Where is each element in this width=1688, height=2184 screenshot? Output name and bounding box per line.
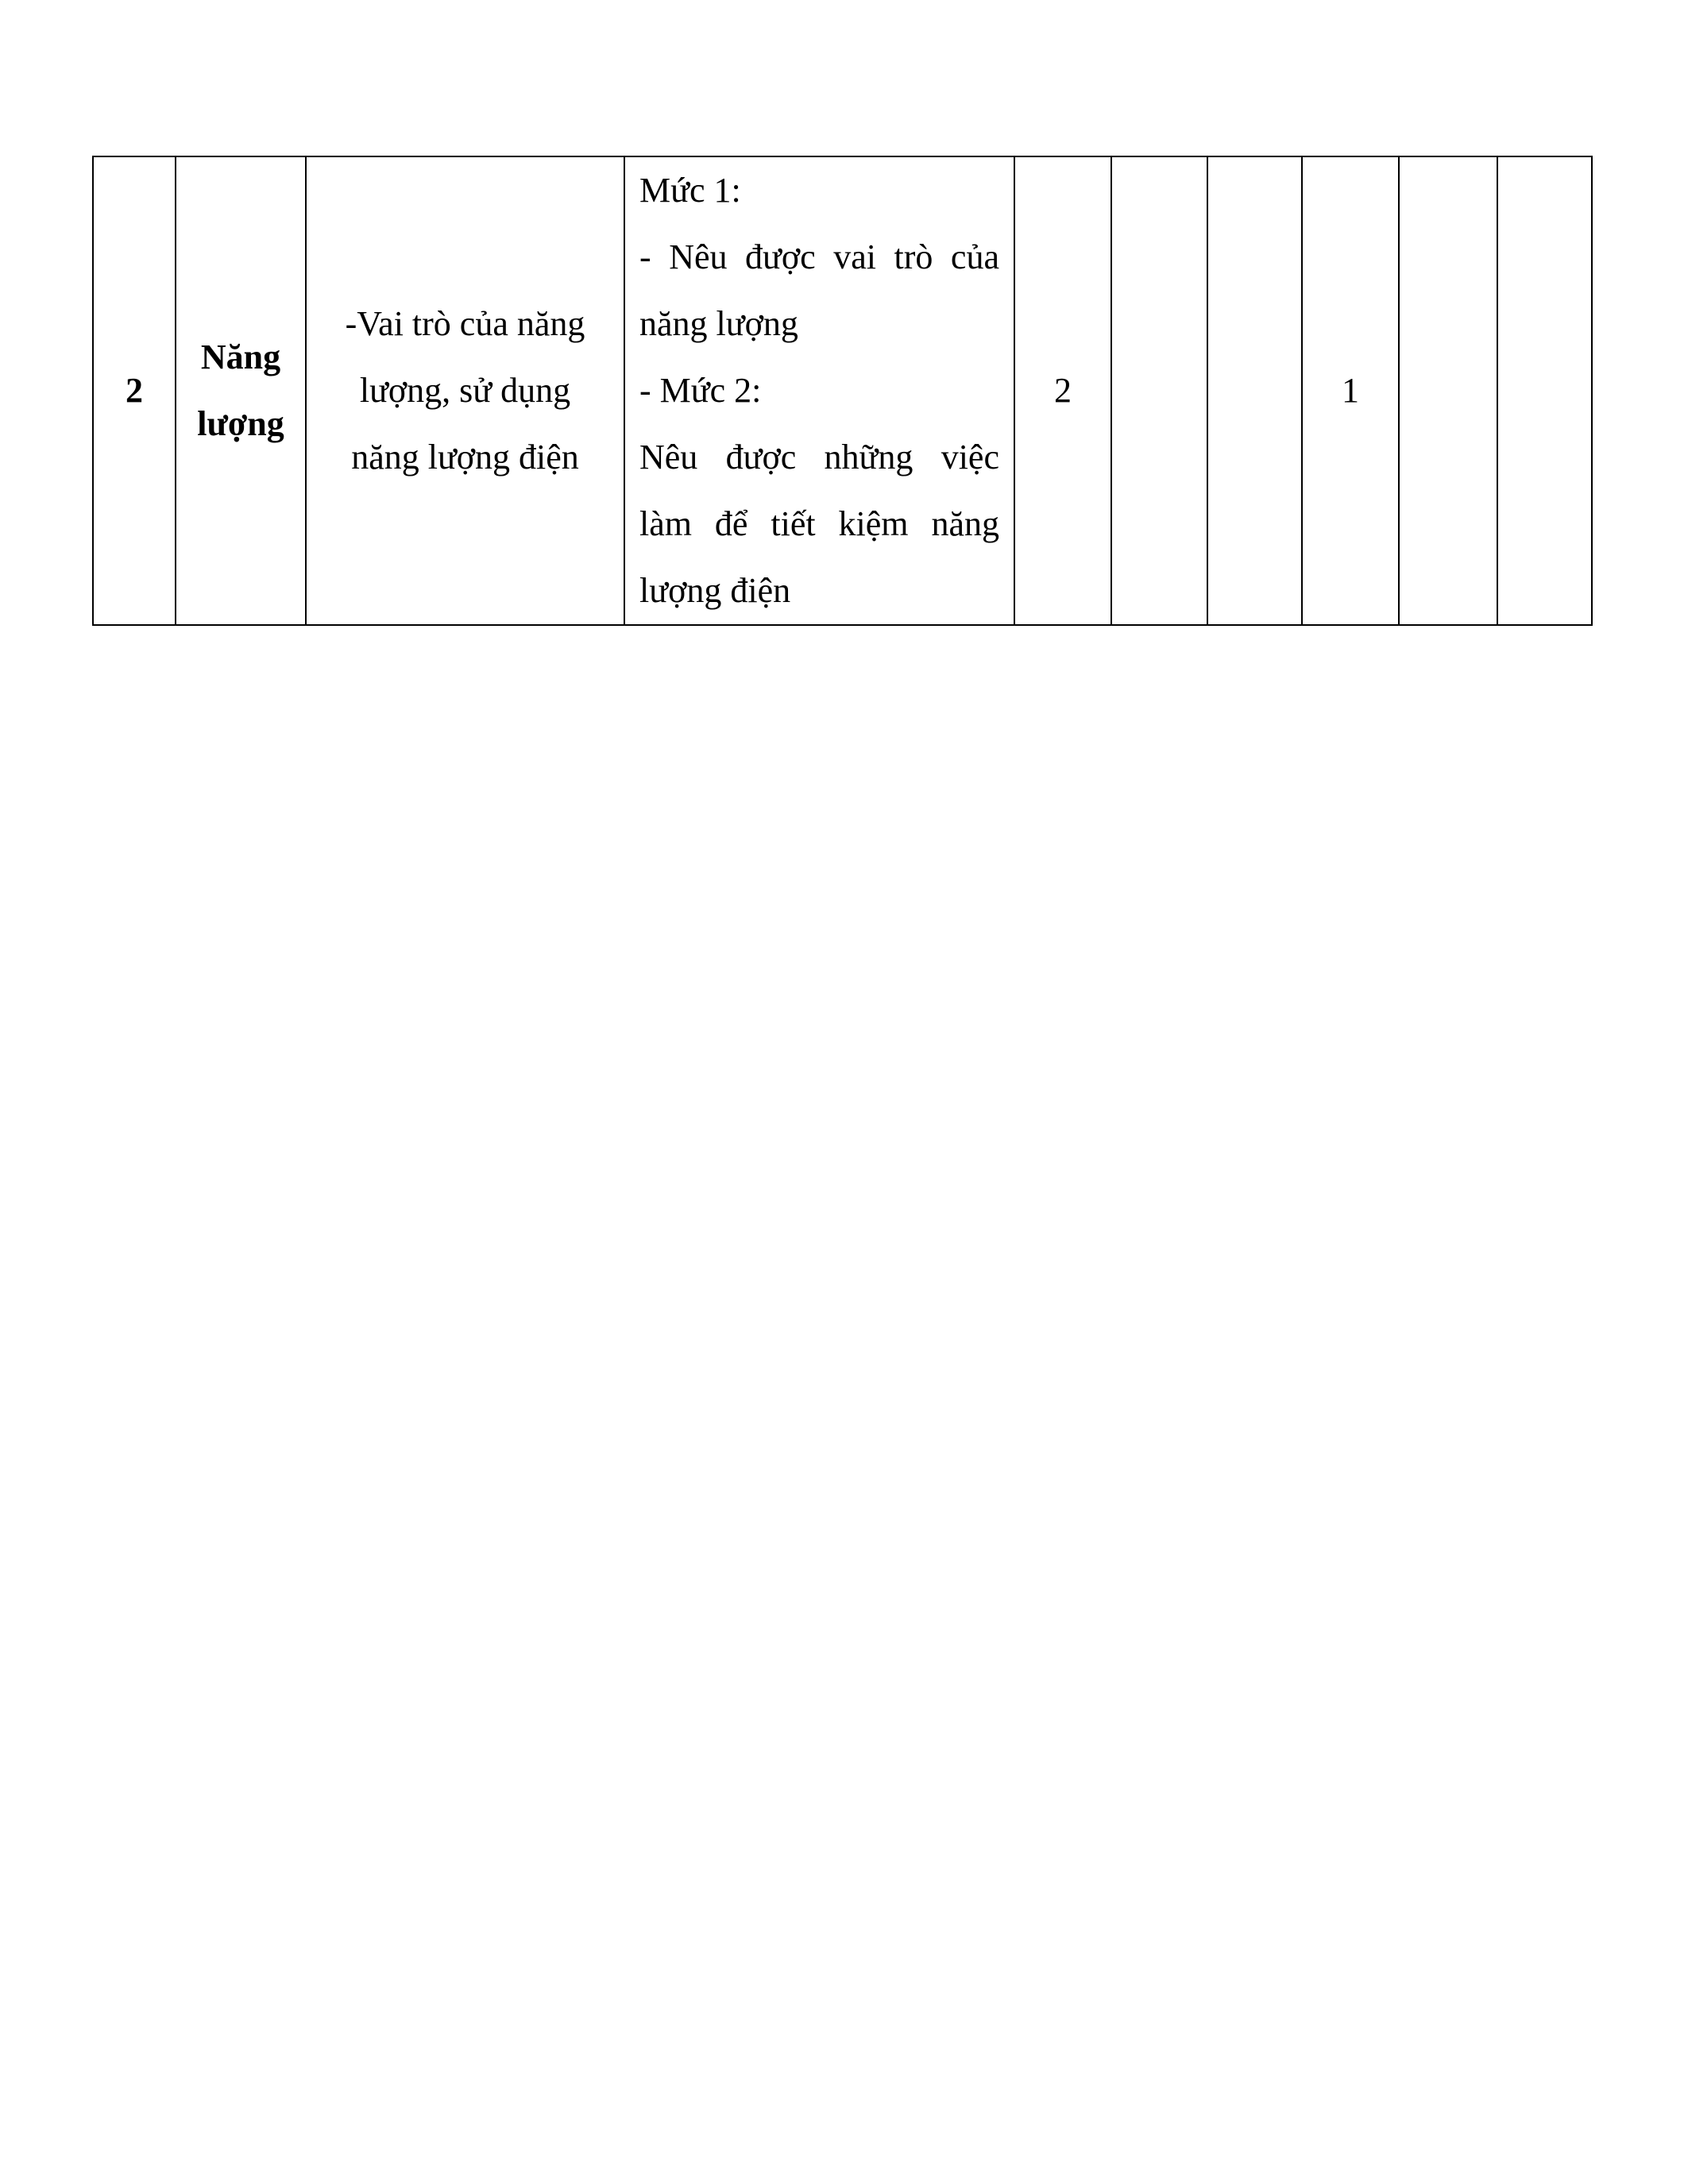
content-cell — [306, 156, 624, 625]
count-cell — [1111, 156, 1207, 625]
count-cell — [1497, 156, 1592, 625]
count-value: 2 — [1054, 371, 1072, 410]
requirement-cell — [624, 156, 1014, 625]
requirement-line: - Mức 2: — [639, 371, 762, 410]
requirement-line: Nêu được những việc — [639, 438, 999, 477]
count-value: 1 — [1342, 371, 1359, 410]
count-cell — [1302, 156, 1399, 625]
requirement-line: năng lượng — [639, 304, 798, 343]
requirement-line: lượng điện — [639, 571, 791, 610]
row-index-cell — [93, 156, 176, 625]
content-line: -Vai trò của năng — [345, 304, 585, 343]
count-cell — [1207, 156, 1302, 625]
content-line: lượng, sử dụng — [359, 371, 571, 410]
topic-cell — [176, 156, 306, 625]
count-cell — [1014, 156, 1111, 625]
count-cell — [1399, 156, 1497, 625]
topic-line: lượng — [197, 404, 284, 443]
requirement-line: làm để tiết kiệm năng — [639, 504, 999, 543]
requirement-line: Mức 1: — [639, 171, 741, 210]
table-row — [93, 156, 1592, 625]
content-line: năng lượng điện — [351, 438, 579, 477]
topic-line: Năng — [200, 338, 281, 376]
requirement-line: - Nêu được vai trò của — [639, 237, 999, 276]
row-index: 2 — [126, 371, 143, 410]
matrix-table — [92, 156, 1593, 626]
